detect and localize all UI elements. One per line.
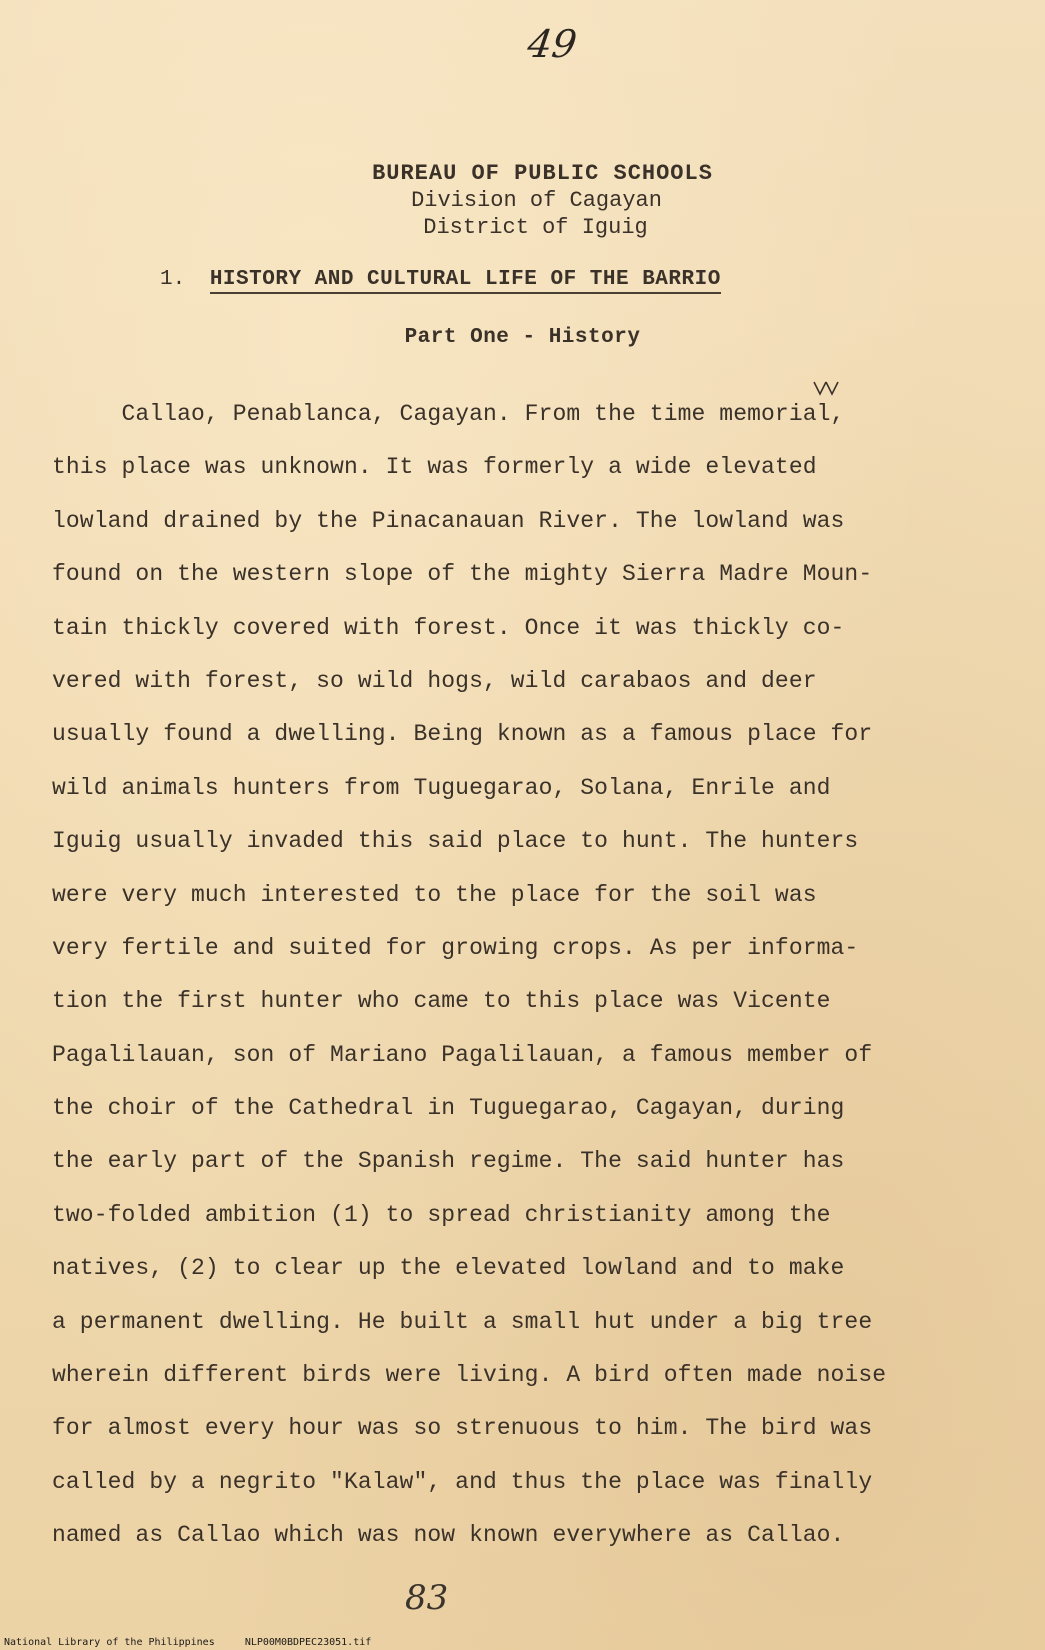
text-line: this place was unknown. It was formerly a wide elevated — [52, 454, 817, 481]
text-line: were very much interested to the place for the soil was — [52, 881, 817, 908]
section-heading — [160, 268, 830, 291]
document-header — [0, 160, 1045, 241]
text-line: lowland drained by the Pinacanauan River. The lowland was — [52, 507, 845, 534]
division-name: Division of Cagayan — [411, 188, 662, 213]
text-line: the choir of the Cathedral in Tuguegarao, Cagayan, during — [52, 1095, 845, 1122]
text-line: vered with forest, so wild hogs, wild carabaos and deer — [52, 667, 817, 694]
text-line: tion the first hunter who came to this place was Vicente — [52, 988, 831, 1015]
text-line: called by a negrito "Kalaw", and thus the place was finally — [52, 1468, 873, 1495]
text-line: usually found a dwelling. Being known as a famous place for — [52, 721, 873, 748]
agency-name: BUREAU OF PUBLIC SCHOOLS — [372, 161, 713, 186]
text-line: wherein different birds were living. A bird often made noise — [52, 1362, 887, 1389]
archive-caption: National Library of the Philippines NLP00M0BDPEC23051.tif — [4, 1637, 372, 1648]
text-line: very fertile and suited for growing crops. As per informa- — [52, 934, 859, 961]
text-line: a permanent dwelling. He built a small hut under a big tree — [52, 1308, 873, 1335]
page-number: 49 — [524, 22, 580, 66]
text-line: two-folded ambition (1) to spread christianity among the — [52, 1201, 831, 1228]
text-line: the early part of the Spanish regime. The said hunter has — [52, 1148, 845, 1175]
section-title: HISTORY AND CULTURAL LIFE OF THE BARRIO — [210, 268, 721, 294]
text-line: wild animals hunters from Tuguegarao, Solana, Enrile and — [52, 774, 831, 801]
body-text — [52, 399, 1012, 1574]
text-line: Pagalilauan, son of Mariano Pagalilauan, a famous member of — [52, 1041, 873, 1068]
text-line: for almost every hour was so strenuous to him. The bird was — [52, 1415, 873, 1442]
text-line: Callao, Penablanca, Cagayan. From the time memorial, — [52, 401, 845, 427]
district-name: District of Iguig — [423, 215, 648, 240]
section-number: 1. — [160, 268, 186, 291]
text-line: named as Callao which was now known everywhere as Callao. — [52, 1522, 845, 1549]
handwritten-insertion-mark — [810, 376, 840, 400]
text-line: natives, (2) to clear up the elevated lowland and to make — [52, 1255, 845, 1282]
text-line: Iguig usually invaded this said place to hunt. The hunters — [52, 828, 859, 855]
part-title: Part One - History — [404, 326, 641, 349]
text-line: tain thickly covered with forest. Once it was thickly co- — [52, 614, 845, 641]
folio-number: 83 — [405, 1578, 449, 1618]
text-line: found on the western slope of the mighty Sierra Madre Moun- — [52, 561, 873, 588]
